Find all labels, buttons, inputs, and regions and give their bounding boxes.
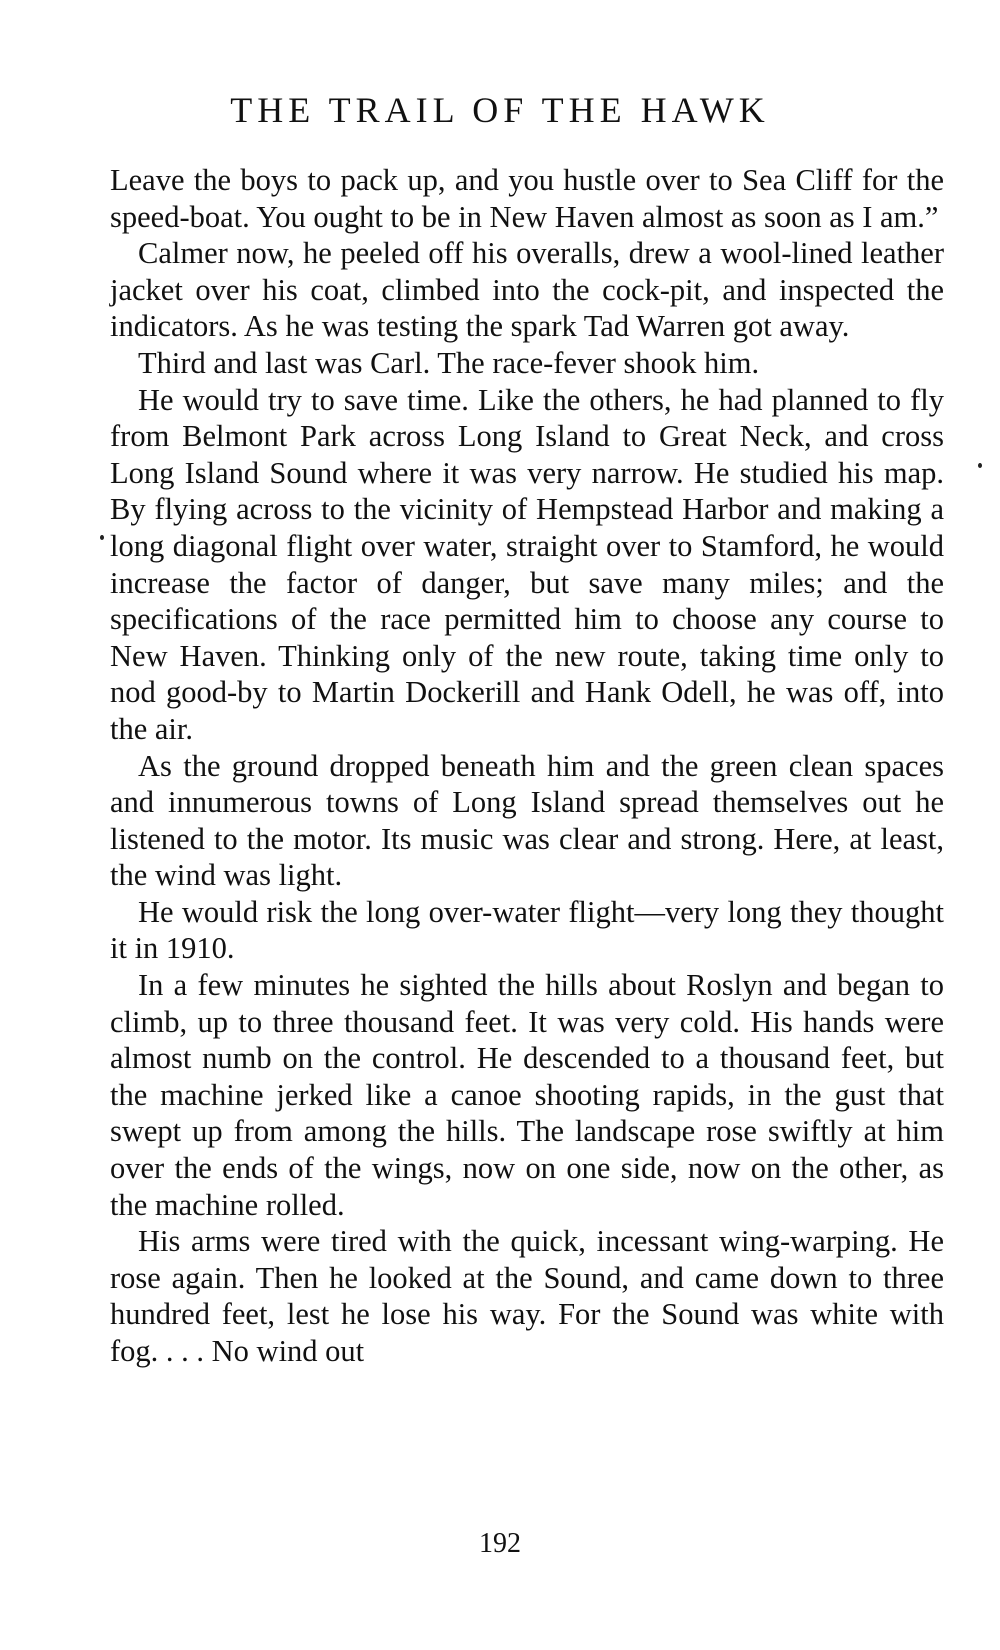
paragraph: As the ground dropped beneath him and the green clean spaces and innumerous towns of Long Island spread themselves out he listened to the motor. Its music was clear and strong. Here, at least, the wind was light. [110,748,944,893]
ink-speck [978,463,982,468]
paragraph: Third and last was Carl. The race-fever shook him. [138,345,760,380]
paragraph: He would try to save time. Like the others, he had planned to fly from Belmont Park across Long Island to Great Neck, and cross Long Island Sound where it was very narrow. He studied his map. By flying across to the vicinity of Hempstead Harbor and making a long diagonal flight over water, straight over to Stamford, he would increase the factor of danger, but save many miles; and the specifications of the race permitted him to choose any course to New Haven. Thinking only of the new route, taking time only to nod good-by to Martin Dockerill and Hank Odell, he was off, into the air. [110,382,944,746]
running-head: THE TRAIL OF THE HAWK [230,90,770,130]
paragraph: His arms were tired with the quick, incessant wing-warping. He rose again. Then he looked at the Sound, and came down to three hundred feet, lest he lose his way. For the Sound was white with fog. . . . No wind out [110,1224,944,1368]
paragraph: In a few minutes he sighted the hills about Roslyn and began to climb, up to three thousand feet. It was very cold. His hands were almost numb on the control. He descended to a thousand feet, but the machine jerked like a canoe shooting rapids, in the gust that swept up from among the hills. The landscape rose swiftly at him over the ends of the wings, now on one side, now on the other, as the machine rolled. [110,968,944,1222]
paragraph: Calmer now, he peeled off his overalls, drew a wool-lined leather jacket over his coat, climbed into the cock-pit, and inspected the indicators. As he was testing the spark Tad Warren got away. [110,236,944,344]
page-number: 192 [479,1528,521,1559]
paragraph: He would risk the long over-water flight—very long they thought it in 1910. [110,894,944,966]
body-text [110,162,944,1370]
paragraph: Leave the boys to pack up, and you hustle over to Sea Cliff for the speed-boat. You ought to be in New Haven almost as soon as I am.” [110,163,944,234]
ink-speck [100,535,104,540]
